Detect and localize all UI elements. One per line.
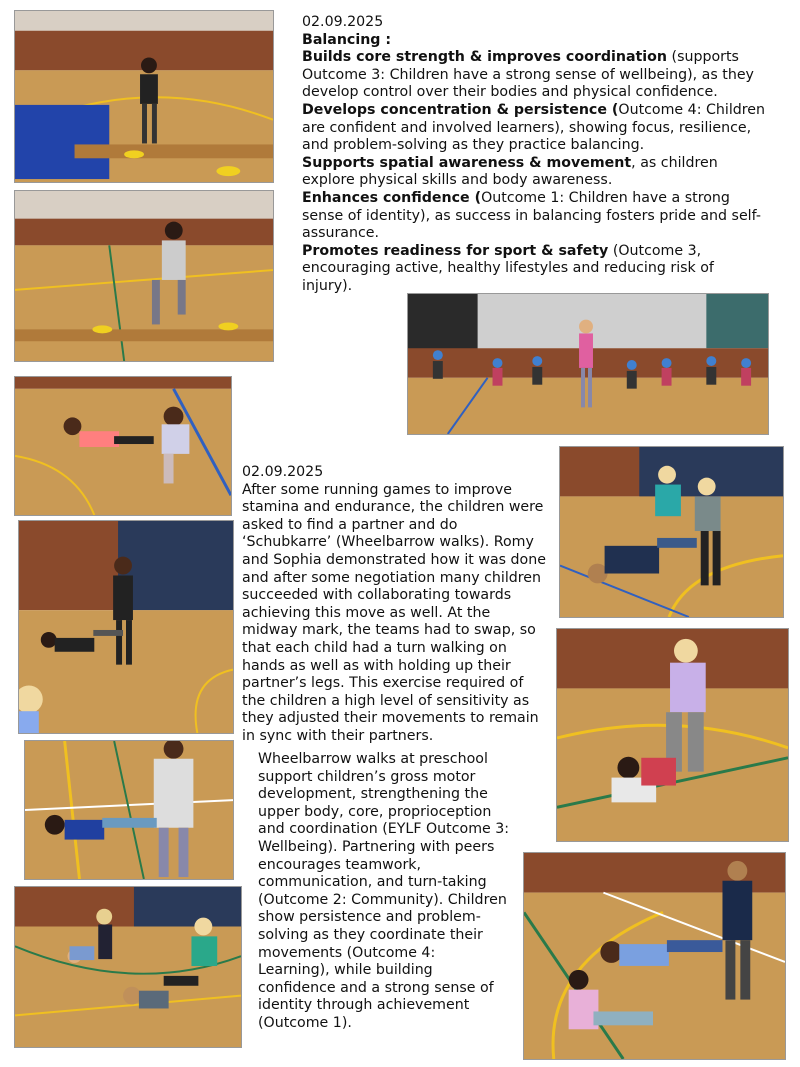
- middle-date: 02.09.2025: [242, 464, 324, 480]
- photo-wheelbarrow-girls: [556, 628, 789, 842]
- outcomes-paragraph: Wheelbarrow walks at preschool support children’s gross motor development, strengthening the upper body, core, proprioception and coordination (EYLF Outcome 3: Wellbeing). Partnering with peers encourages teamwork, communication, and turn-taking (Outcome 2: Community). Children show persistence and problem-solving as they coordinate their movements (Outcome 4: Learning), while building confidence and a strong sense of identity through achievement (Outcome 1).: [258, 751, 510, 1031]
- benefit-core-strength: Builds core strength & improves coordination (supports Outcome 3: Children have a strong sense of wellbeing), as they develop control over their bodies and physical confidence.: [302, 49, 754, 101]
- photo-wheelbarrow-boys: [559, 446, 784, 618]
- wheelbarrow-paragraph: After some running games to improve stamina and endurance, the children were asked to find a partner and do ‘Schubkarre’ (Wheelbarrow walks). Romy and Sophia demonstrated how it was done and after some negotiation many children succeeded with collaborating towards achieving this move as well. At the midway mark, the teams had to swap, so that each child had a turn walking on hands as well as with holding up their partner’s legs. This exercise required of the children a high level of sensitivity as they adjusted their movements to remain in sync with their partners.: [242, 481, 546, 744]
- photo-wheelbarrow-pair-left: [18, 520, 234, 734]
- photo-wheelbarrow-demo: [14, 376, 232, 516]
- top-date: 02.09.2025: [302, 14, 384, 30]
- balancing-text-block: [302, 14, 768, 296]
- photo-wheelbarrow-pair-right: [523, 852, 786, 1060]
- wheelbarrow-text-block: [242, 464, 548, 746]
- balancing-heading: Balancing :: [302, 31, 392, 48]
- benefit-confidence: Enhances confidence (Outcome 1: Children have a strong sense of identity), as success in balancing fosters pride and self-assurance.: [302, 189, 761, 242]
- benefit-readiness: Promotes readiness for sport & safety (Outcome 3, encouraging active, healthy lifestyles and reducing risk of injury).: [302, 242, 714, 294]
- photo-wheelbarrow-group-left: [14, 886, 242, 1048]
- photo-group-running: [407, 293, 769, 435]
- benefit-concentration: Develops concentration & persistence (Outcome 4: Children are confident and involved learners), showing focus, resilience, and problem-solving as they practice balancing.: [302, 101, 766, 154]
- outcomes-text-block: [258, 751, 510, 1033]
- photo-wheelbarrow-pair-hoodie: [24, 740, 234, 880]
- benefit-spatial-awareness: Supports spatial awareness & movement, as children explore physical skills and body awareness.: [302, 154, 718, 189]
- photo-balance-beam-child-2: [14, 190, 274, 362]
- photo-balance-beam-child-1: [14, 10, 274, 183]
